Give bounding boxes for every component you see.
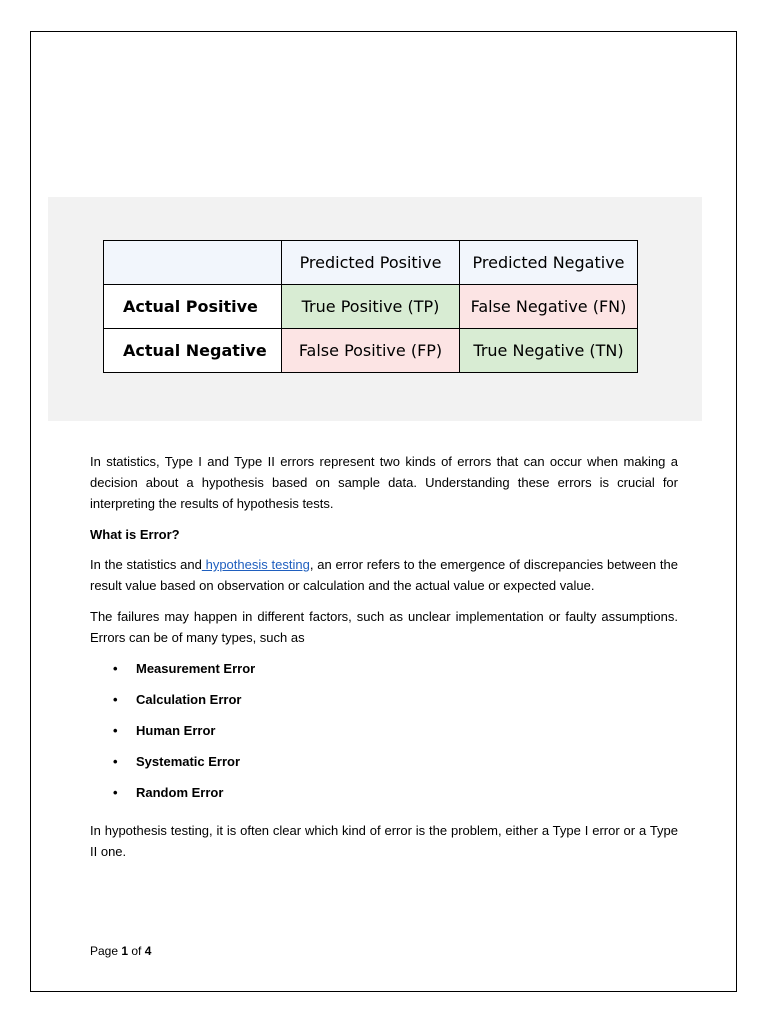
list-item [90, 782, 678, 813]
matrix-cell-false-positive: False Positive (FP) [282, 329, 460, 373]
matrix-col-header-predicted-negative: Predicted Negative [460, 241, 638, 285]
list-item [90, 689, 678, 720]
list-item-label: Random Error [136, 785, 224, 800]
definition-text-after: , an error refers to the emergence of discrepancies between the result value based on observation or calculation and the actual value or expected value. [90, 557, 678, 593]
matrix-row-actual-negative [104, 329, 638, 373]
list-item-label: Systematic Error [136, 754, 241, 769]
matrix-corner-cell [104, 241, 282, 285]
list-item-label: Measurement Error [136, 661, 256, 676]
definition-paragraph [90, 554, 678, 596]
list-item-label: Calculation Error [136, 692, 242, 707]
bullet-icon: • [113, 692, 118, 707]
closing-paragraph: In hypothesis testing, it is often clear which kind of error is the problem, either a Type I error or a Type II one. [90, 823, 678, 859]
matrix-cell-false-negative: False Negative (FN) [460, 285, 638, 329]
list-item [90, 658, 678, 689]
bullet-icon: • [113, 785, 118, 800]
confusion-matrix-table [103, 240, 638, 373]
matrix-row-actual-positive [104, 285, 638, 329]
page-total: 4 [144, 944, 152, 958]
hypothesis-testing-link[interactable]: hypothesis testing [201, 557, 310, 572]
page-current: 1 [121, 944, 129, 958]
page-label: Page [90, 944, 122, 958]
list-item [90, 751, 678, 782]
list-item [90, 720, 678, 751]
matrix-header-row [104, 241, 638, 285]
page-footer [90, 941, 151, 961]
page-of-label: of [128, 944, 145, 958]
matrix-row-header-actual-negative: Actual Negative [104, 329, 282, 373]
matrix-col-header-predicted-positive: Predicted Positive [282, 241, 460, 285]
bullet-icon: • [113, 754, 118, 769]
list-item-label: Human Error [136, 723, 216, 738]
error-types-list [90, 658, 678, 813]
intro-paragraph: In statistics, Type I and Type II errors represent two kinds of errors that can occur when making a decision about a hypothesis based on sample data. Understanding these errors is crucial for interpreting the results of hypothesis tests. [90, 454, 678, 511]
bullet-icon: • [113, 661, 118, 676]
confusion-matrix-figure [48, 197, 702, 421]
matrix-cell-true-positive: True Positive (TP) [282, 285, 460, 329]
section-heading: What is Error? [90, 527, 180, 542]
bullet-icon: • [113, 723, 118, 738]
matrix-cell-true-negative: True Negative (TN) [460, 329, 638, 373]
failures-paragraph: The failures may happen in different factors, such as unclear implementation or faulty assumptions. Errors can be of many types, such as [90, 609, 678, 645]
definition-text-before: In the statistics and [90, 557, 202, 572]
matrix-row-header-actual-positive: Actual Positive [104, 285, 282, 329]
document-body [90, 451, 678, 872]
